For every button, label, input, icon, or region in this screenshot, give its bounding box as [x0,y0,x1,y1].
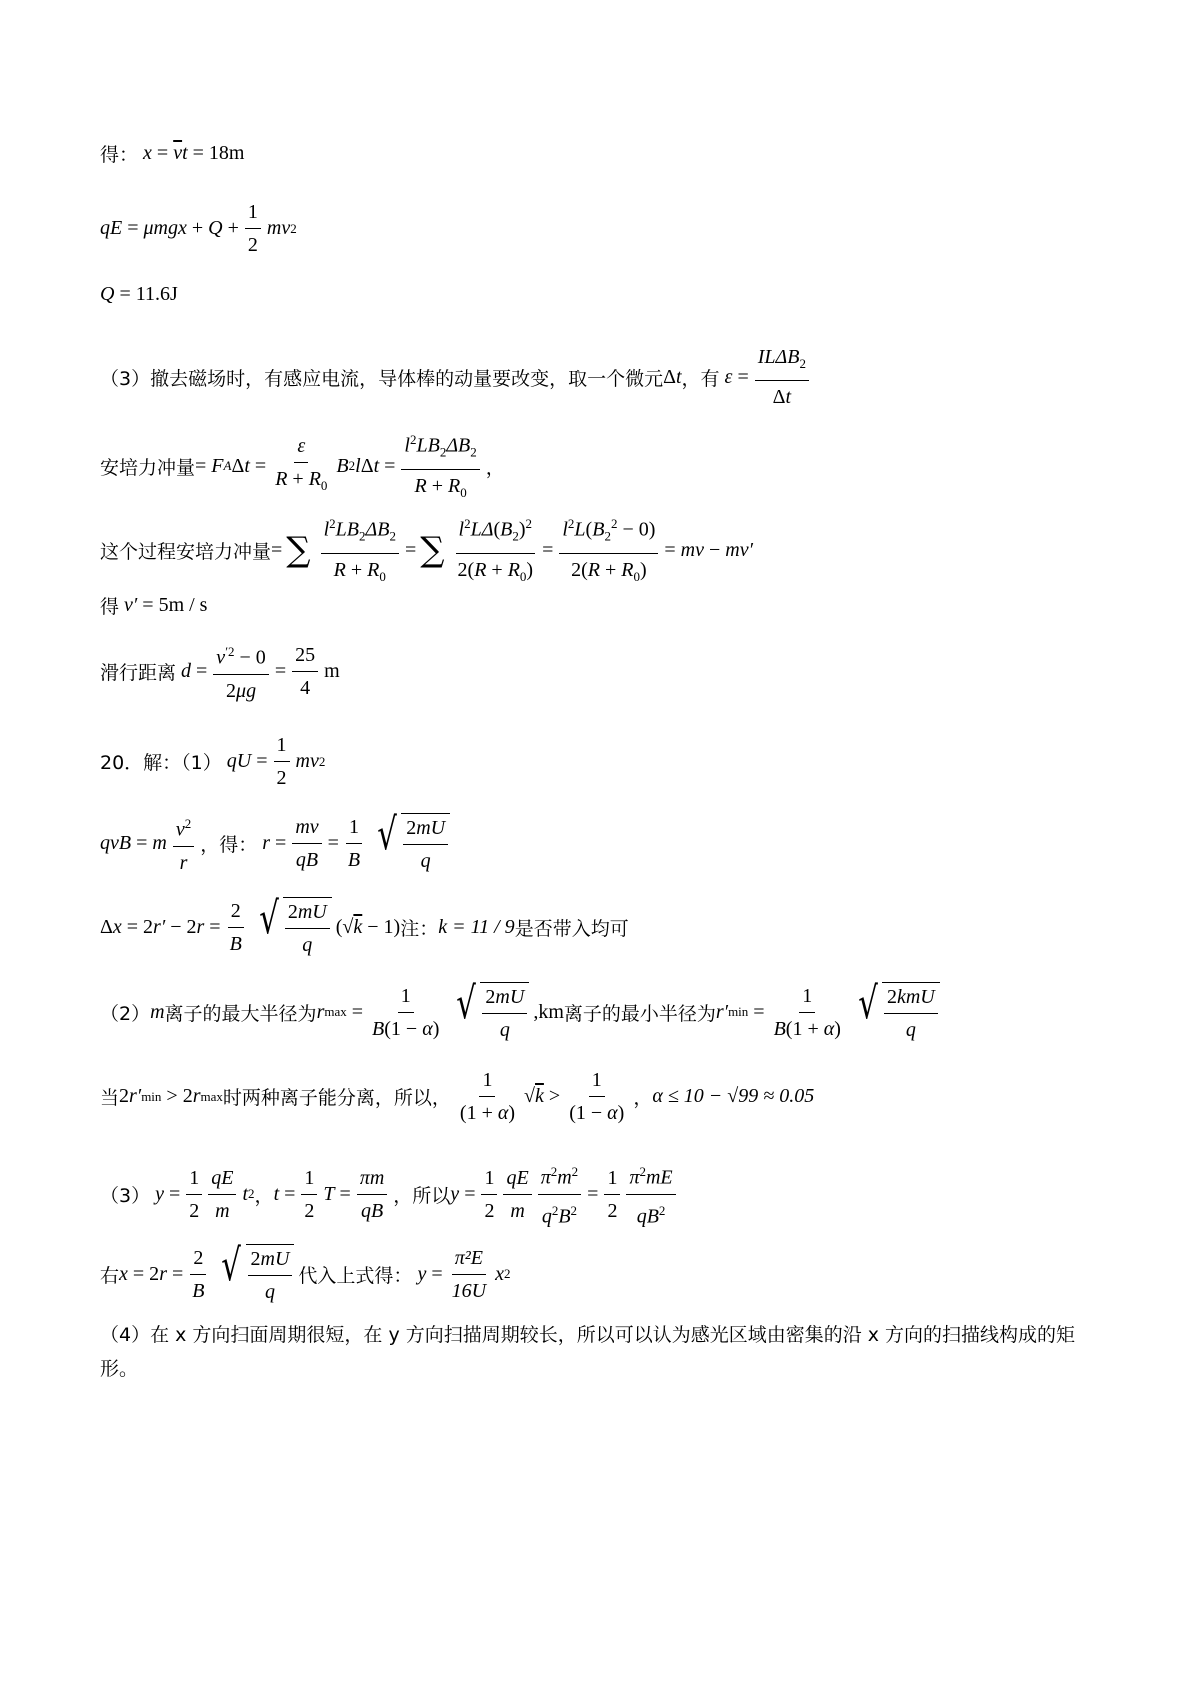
eq-separation: 当 2 r′ min > 2 r max 时两种离子能分离，所以， $\frac{1}{(1 + \alpha)}$ √k > $\frac{1}{(1 - \alpha)}$ ， α ≤ 10 − √99 ≈ 0.05 [100,1069,815,1124]
v-prime-value: 5m / s [158,594,208,616]
eq-total-impulse: 这个过程安培力冲量 = ∑ $\frac{l^2LB_2\Delta B_2}{R + R_0}$ = ∑ $\frac{l^2L\Delta(B_2)^2}{2(R + R_0)}$ = $\frac{l^2L(B_2^2 - 0)}{2(R + R_0)}$ = mv − mv′ [100,512,753,589]
eq-final-velocity: 得 v′ = 5m / s [100,594,208,618]
eq-radius: qvB = m $\frac{v^2}{r}$ ，得： r = $\frac{mv}{qB}$ = $\frac{1}{B}$ √ $\frac{2mU}{q}$ [100,812,454,875]
eq-emf: （3）撤去磁场时，有感应电流，导体棒的动量要改变，取一个微元 Δ t ，有 ε = $\frac{IL\Delta B_2}{\Delta t}$ [100,345,815,409]
eq-trajectory: 右 x = 2 r = $\frac{2}{B}$ √ $\frac{2mU}{q}$ 代入上式得： y = $\frac{\text{π²E}}{16U}$ x 2 [100,1240,511,1303]
Q-result: 11.6J [135,283,178,305]
eq-slide-distance: 滑行距离 d = $\frac{v^{'2} - 0}{2\mu g}$ = $\frac{25}{4}$ m [100,640,340,703]
k-value: k = 11 / 9 [438,915,515,938]
eq-energy: qE = μmgx + Q + $\frac{1}{2}$ mv 2 [100,201,297,256]
x-result: 18m [208,142,245,164]
eq-radius-bounds: （2） m 离子的最大半径为 r max = $\frac{1}{B(1 - \alpha)}$ √ $\frac{2mU}{q}$ ,km 离子的最小半径为 r′ min = $\frac{1}{B(1 + \alpha)}$ √ $\frac{\text{2kmU}}{q}$ [100,982,944,1042]
eq-displacement: 得： x = $\overline{v}$ t = 18m [100,142,245,166]
part-4-text: （4）在 x 方向扫面周期很短，在 y 方向扫描周期较长，所以可以认为感光区域由密集的沿 x 方向的扫描线构成的矩形。 [100,1324,1076,1380]
eq-heat: Q = 11.6J [100,283,178,305]
alpha-bound: α ≤ 10 − √99 ≈ 0.05 [652,1085,815,1107]
eq-y-deflection: （3） y = $\frac{1}{2}$ $\frac{qE}{m}$ t 2 ， t = $\frac{1}{2}$ T = $\frac{\pi m}{qB}$ ，所以 y = $\frac{1}{2}$ $\frac{qE}{m}$ $\frac{\pi^2m^2}{q^2B^2}$ = $\frac{1}{2}$ $\frac{\pi^2mE}{qB^2}$ [100,1160,682,1228]
eq-delta-x: Δ x = 2 r′ − 2 r = $\frac{2}{B}$ √ $\frac{2mU}{q}$ (√k − 1) 注： k = 11 / 9 是否带入均可 [100,893,629,956]
eq-20-1: 20．解：（1） qU = $\frac{1}{2}$ mv 2 [100,734,326,789]
eq-impulse: 安培力冲量 = F A Δ t = $\frac{\varepsilon}{R + R_0}$ B 2 l Δ t = $\frac{l^2LB_2\Delta B_2}{R + R_0}$ ， [100,428,505,505]
